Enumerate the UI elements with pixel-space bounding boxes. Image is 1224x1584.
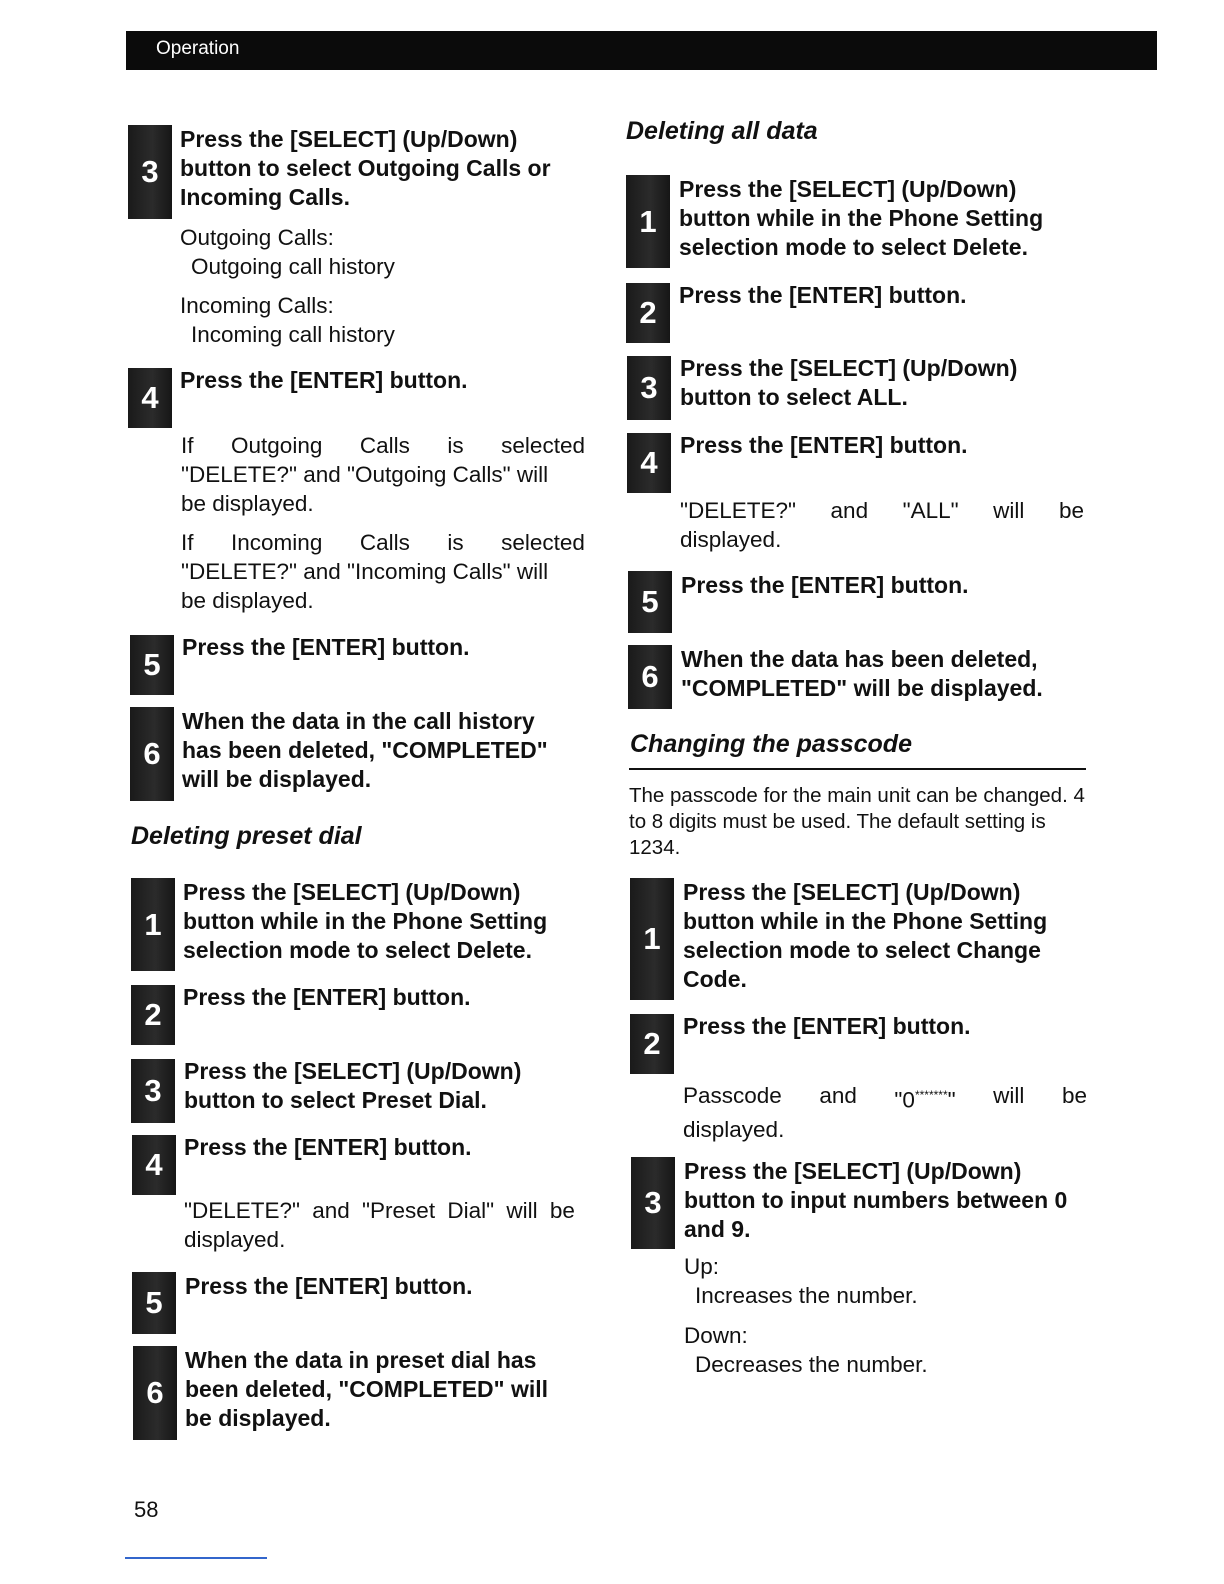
step-text: Press the [SELECT] (Up/Down) button to select Outgoing Calls or Incoming Calls.	[180, 126, 551, 210]
step-number-badge: 6	[130, 707, 174, 801]
option-desc: Increases the number.	[695, 1283, 918, 1308]
option-label: Up:	[684, 1254, 720, 1279]
word: "	[947, 1087, 956, 1113]
section-header-bar	[126, 31, 1157, 70]
desc-line: "DELETE?" and "Preset Dial" will be	[184, 1198, 575, 1223]
step-text: Press the [ENTER] button.	[185, 1273, 473, 1299]
step-text: Press the [SELECT] (Up/Down) button while in the Phone Setting selection mode to select Delete.	[679, 176, 1044, 260]
option-label: Outgoing Calls:	[180, 225, 334, 250]
preset-step-1	[131, 878, 571, 965]
word: and	[830, 498, 869, 523]
word: be	[1058, 498, 1084, 523]
step-text: Press the [SELECT] (Up/Down) button while in the Phone Setting selection mode to select Delete.	[183, 879, 548, 963]
preset-step-4-desc	[184, 1196, 589, 1254]
step-text: When the data has been deleted, "COMPLETED" will be displayed.	[681, 646, 1043, 701]
step-text: Press the [ENTER] button.	[180, 367, 468, 393]
word: be	[1061, 1083, 1087, 1108]
step-number-badge: 6	[628, 645, 672, 709]
preset-step-6	[133, 1346, 563, 1433]
left-step-4	[128, 366, 588, 415]
step-number-badge: 3	[627, 356, 671, 420]
step-number-badge: 5	[130, 635, 174, 695]
step-number-badge: 5	[628, 571, 672, 633]
preset-step-3	[131, 1057, 551, 1115]
step-text: When the data in preset dial has been deleted, "COMPLETED" will be displayed.	[185, 1347, 549, 1431]
step-text: Press the [ENTER] button.	[183, 984, 471, 1010]
preset-step-5	[132, 1272, 592, 1320]
word: Outgoing	[231, 433, 323, 458]
step-number-badge: 3	[631, 1157, 675, 1249]
step-text: Press the [SELECT] (Up/Down) button while in the Phone Setting selection mode to select Change Code.	[683, 879, 1048, 992]
step-number-badge: 4	[128, 368, 172, 428]
incoming-option	[180, 291, 395, 349]
pass-step-1	[630, 878, 1070, 994]
if-outgoing-note	[181, 431, 585, 518]
word: is	[447, 433, 464, 458]
preset-step-2	[131, 983, 591, 1032]
step-number-badge: 1	[630, 878, 674, 1000]
left-step-6	[130, 707, 570, 794]
step-text: Press the [ENTER] button.	[681, 572, 969, 598]
all-step-3	[627, 354, 1047, 412]
word: selected	[501, 530, 585, 555]
note-line: "DELETE?" and "Incoming Calls" will	[181, 559, 549, 584]
step-number-badge: 4	[627, 433, 671, 493]
step-number-badge: 2	[630, 1014, 674, 1074]
word: "DELETE?"	[680, 498, 797, 523]
all-step-1	[626, 175, 1066, 262]
note-line: be displayed.	[181, 491, 314, 516]
word: will	[993, 498, 1025, 523]
option-label: Down:	[684, 1323, 748, 1348]
word: Calls	[359, 433, 410, 458]
step-number-badge: 1	[626, 175, 670, 268]
desc-line: displayed.	[184, 1227, 286, 1252]
masked-passcode	[894, 1081, 955, 1115]
step-text: Press the [ENTER] button.	[679, 282, 967, 308]
preset-step-4	[132, 1133, 592, 1182]
step-number-badge: 4	[132, 1135, 176, 1195]
step-number-badge: 6	[133, 1346, 177, 1440]
pass-step-2-desc	[683, 1081, 1087, 1144]
word: is	[447, 530, 464, 555]
step-number-badge: 1	[131, 878, 175, 971]
step-text: Press the [SELECT] (Up/Down) button to select ALL.	[680, 355, 1018, 410]
step-text: Press the [SELECT] (Up/Down) button to select Preset Dial.	[184, 1058, 522, 1113]
all-step-2	[626, 281, 1066, 330]
step-text: Press the [ENTER] button.	[680, 432, 968, 458]
note-line: "DELETE?" and "Outgoing Calls" will	[181, 462, 549, 487]
passcode-intro: The passcode for the main unit can be changed. 4 to 8 digits must be used. The default setting is 1234.	[629, 784, 1085, 859]
pass-step-3	[631, 1157, 1081, 1244]
step-number-badge: 5	[132, 1272, 176, 1334]
left-step-5	[130, 633, 590, 682]
all-step-4	[627, 431, 1067, 480]
down-option	[684, 1321, 928, 1379]
if-incoming-note	[181, 528, 585, 615]
pass-step-2	[630, 1012, 1070, 1061]
all-step-5	[628, 571, 1068, 619]
step-text: When the data in the call history has been deleted, "COMPLETED" will be displayed.	[182, 708, 548, 792]
word: Incoming	[231, 530, 323, 555]
step-number-badge: 2	[131, 985, 175, 1045]
word: "0	[894, 1087, 915, 1113]
up-option	[684, 1252, 918, 1310]
section-header-title: Operation	[156, 38, 240, 59]
left-step-3	[128, 125, 588, 212]
option-label: Incoming Calls:	[180, 293, 334, 318]
section-title-passcode: Changing the passcode	[630, 730, 912, 758]
step-number-badge: 3	[131, 1059, 175, 1123]
word: "ALL"	[902, 498, 959, 523]
step-number-badge: 2	[626, 283, 670, 343]
step-text: Press the [ENTER] button.	[182, 634, 470, 660]
option-desc: Incoming call history	[191, 322, 395, 347]
word: and	[819, 1083, 857, 1108]
outgoing-option	[180, 223, 395, 281]
desc-line: displayed.	[683, 1116, 785, 1142]
word: will	[993, 1083, 1025, 1108]
mask-stars: *******	[914, 1088, 948, 1102]
section-title-delete-all: Deleting all data	[626, 117, 818, 145]
word: If	[181, 433, 194, 458]
word: If	[181, 530, 194, 555]
step-text: Press the [SELECT] (Up/Down) button to input numbers between 0 and 9.	[684, 1158, 1068, 1242]
page-number: 58	[134, 1497, 159, 1522]
word: Calls	[359, 530, 410, 555]
option-desc: Outgoing call history	[191, 254, 395, 279]
desc-line: displayed.	[680, 527, 782, 552]
all-step-4-desc	[680, 496, 1084, 554]
option-desc: Decreases the number.	[695, 1352, 928, 1377]
section-title-preset-dial: Deleting preset dial	[131, 822, 362, 850]
all-step-6	[628, 645, 1068, 703]
step-text: Press the [ENTER] button.	[184, 1134, 472, 1160]
word: selected	[501, 433, 585, 458]
section-underline	[629, 768, 1086, 770]
note-line: be displayed.	[181, 588, 314, 613]
step-number-badge: 3	[128, 125, 172, 219]
word: Passcode	[683, 1083, 782, 1108]
footer-line	[125, 1557, 267, 1559]
step-text: Press the [ENTER] button.	[683, 1013, 971, 1039]
